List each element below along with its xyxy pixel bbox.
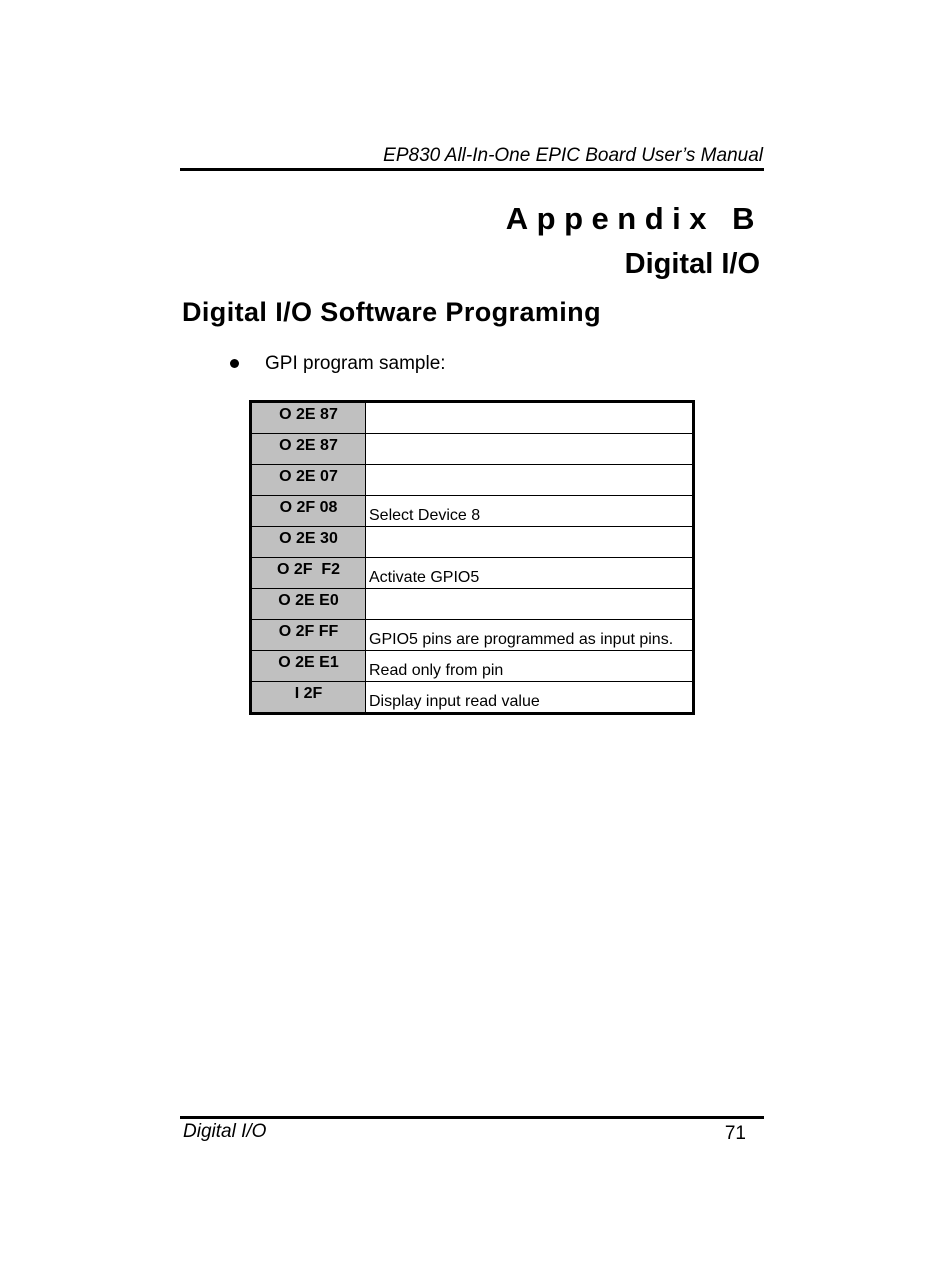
- gpi-program-table: [249, 400, 695, 715]
- description-cell: [366, 527, 694, 558]
- command-cell: O 2E E0: [251, 589, 366, 620]
- description-cell: [366, 465, 694, 496]
- command-cell: O 2E E1: [251, 651, 366, 682]
- command-cell: I 2F: [251, 682, 366, 714]
- footer-rule: [180, 1116, 764, 1119]
- bullet-text: GPI program sample:: [265, 353, 446, 374]
- table-row: [251, 496, 694, 527]
- command-cell: O 2E 07: [251, 465, 366, 496]
- table-row: [251, 651, 694, 682]
- table-row: [251, 465, 694, 496]
- table-row: [251, 434, 694, 465]
- table-row: [251, 620, 694, 651]
- header-rule: [180, 168, 764, 171]
- section-title: Digital I/O Software Programing: [182, 297, 601, 327]
- command-cell: O 2F 08: [251, 496, 366, 527]
- command-cell: O 2E 87: [251, 402, 366, 434]
- command-cell: O 2E 87: [251, 434, 366, 465]
- table-row: [251, 682, 694, 714]
- description-cell: Activate GPIO5: [366, 558, 694, 589]
- description-cell: Select Device 8: [366, 496, 694, 527]
- description-cell: GPIO5 pins are programmed as input pins.: [366, 620, 694, 651]
- command-cell: O 2F FF: [251, 620, 366, 651]
- manual-title: EP830 All-In-One EPIC Board User’s Manual: [383, 145, 763, 166]
- description-cell: [366, 402, 694, 434]
- table-row: [251, 558, 694, 589]
- description-cell: Display input read value: [366, 682, 694, 714]
- table-row: [251, 402, 694, 434]
- command-cell: O 2E 30: [251, 527, 366, 558]
- page-number: 71: [724, 1123, 746, 1144]
- table-row: [251, 589, 694, 620]
- command-cell: O 2F F2: [251, 558, 366, 589]
- description-cell: [366, 434, 694, 465]
- description-cell: Read only from pin: [366, 651, 694, 682]
- bullet-dot-icon: [230, 359, 239, 368]
- table-row: [251, 527, 694, 558]
- chapter-title: Digital I/O: [624, 248, 760, 280]
- description-cell: [366, 589, 694, 620]
- footer-section-name: Digital I/O: [183, 1121, 267, 1142]
- appendix-title: Appendix B: [505, 201, 763, 236]
